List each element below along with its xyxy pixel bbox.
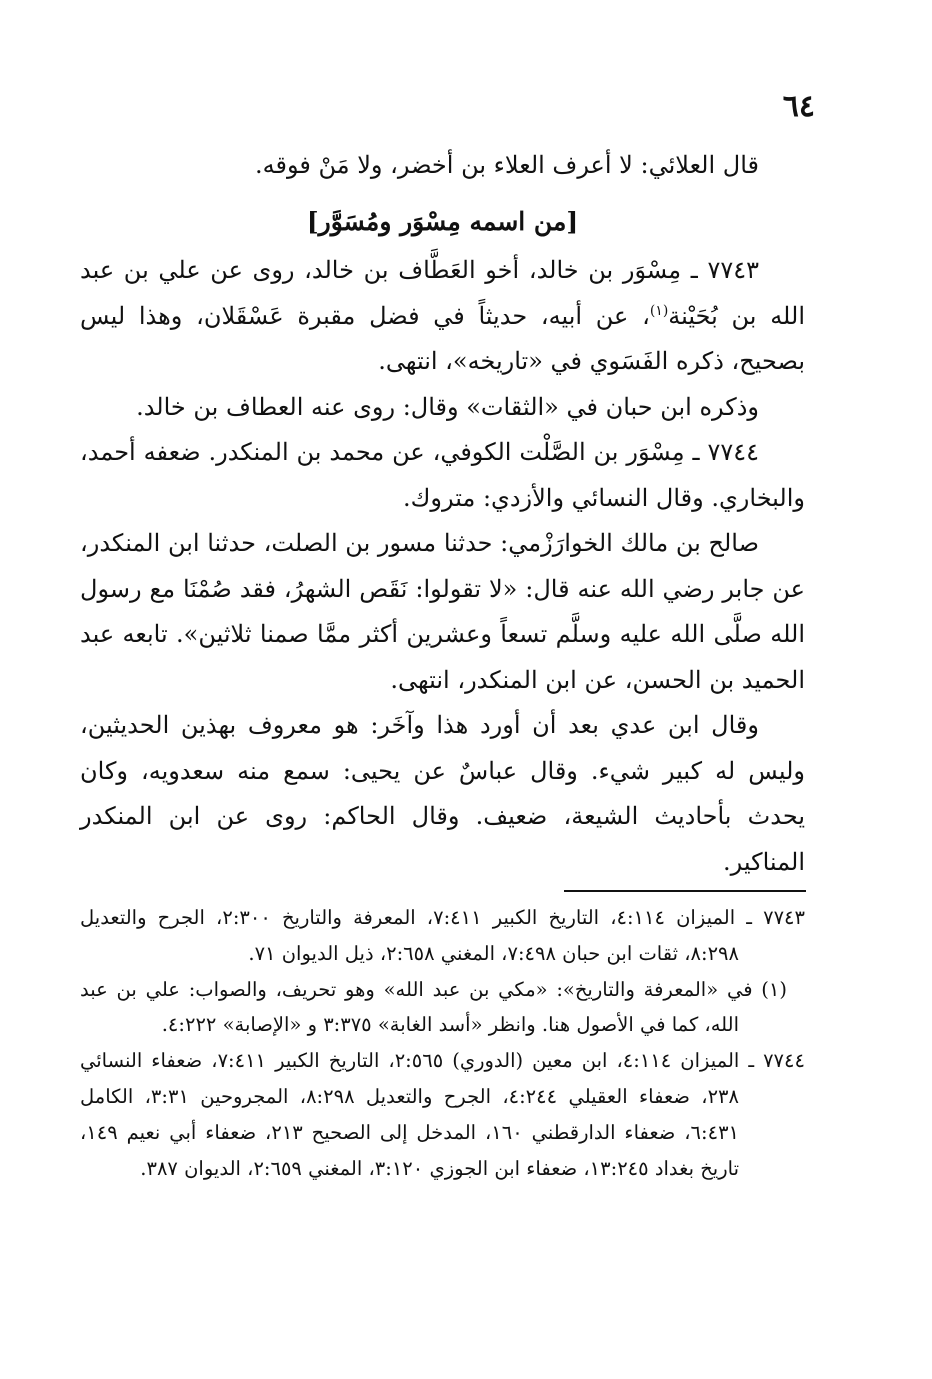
footnotes xyxy=(80,900,805,1186)
paragraph-alalai: قال العلائي: لا أعرف العلاء بن أخضر، ولا مَنْ فوقه. xyxy=(255,151,759,179)
paragraph-ibn-hibban: وذكره ابن حبان في «الثقات» وقال: روى عنه العطاف بن خالد. xyxy=(136,392,759,421)
entry-7744: ٧٧٤٤ ـ مِسْوَر بن الصَّلْت الكوفي، عن محمد بن المنكدر. ضعفه أحمد، والبخاري. وقال النسائي والأزدي: متروك. xyxy=(80,438,805,512)
entry-7743 xyxy=(80,248,805,385)
paragraph-hadith: صالح بن مالك الخوارَزْمي: حدثنا مسور بن الصلت، حدثنا ابن المنكدر، عن جابر رضي الله عنه قال: «لا تقولوا: نَقَص الشهرُ، فقد صُمْنَا مع رسول الله صلَّى الله عليه وسلَّم تسعاً وعشرين أكثر ممَّا صمنا ثلاثين». تابعه عبد الحميد بن الحسن، عن ابن المنكدر، انتهى. xyxy=(80,529,805,694)
entry-7743-text: ٧٧٤٣ ـ مِسْوَر بن خالد، أخو العَطَّاف بن خالد، روى عن علي بن عبد الله بن بُحَيْنة xyxy=(80,256,805,330)
footnote-7744-sources: ٧٧٤٤ ـ الميزان ٤:١١٤، ابن معين (الدوري) ٢:٥٦٥، التاريخ الكبير ٧:٤١١، ضعفاء النسائي ٢٣٨، ضعفاء العقيلي ٤:٢٤٤، الجرح والتعديل ٨:٢٩٨، المجروحين ٣:٣١، الكامل ٦:٤٣١، ضعفاء الدارقطني ١٦٠، المدخل إلى الصحيح ٢١٣، ضعفاء أبي نعيم ١٤٩، تاريخ بغداد ١٣:٢٤٥، ضعفاء ابن الجوزي ٣:١٢٠، المغني ٢:٦٥٩، الديوان ٣٨٧. xyxy=(80,1049,805,1180)
section-heading: [من اسمه مِسْوَر ومُسَوَّر] xyxy=(306,206,579,236)
main-text xyxy=(80,143,805,885)
footnote-marker: (١) xyxy=(649,302,669,319)
footnote-1: (١) في «المعرفة والتاريخ»: «مكي بن عبد الله» وهو تحريف، والصواب: علي بن عبد الله، كما في الأصول هنا. وانظر «أسد الغابة» ٣:٣٧٥ و «الإصابة» ٤:٢٢٢. xyxy=(80,977,787,1037)
footnote-divider xyxy=(564,890,806,892)
paragraph-ibn-adi: وقال ابن عدي بعد أن أورد هذا وآخَر: هو معروف بهذين الحديثين، وليس له كبير شيء. وقال عباسٌ عن يحيى: سمع منه سعدويه، وكان يحدث بأحاديث الشيعة، ضعيف. وقال الحاكم: روى عن ابن المنكدر المناكير. xyxy=(80,711,805,876)
entry-7743-text-continued: ، عن أبيه، حديثاً في فضل مقبرة عَسْقَلان، وهذا ليس بصحيح، ذكره الفَسَوي في «تاريخه»، انتهى. xyxy=(80,301,805,375)
footnote-7743-sources: ٧٧٤٣ ـ الميزان ٤:١١٤، التاريخ الكبير ٧:٤١١، المعرفة والتاريخ ٢:٣٠٠، الجرح والتعديل ٨:٢٩٨، ثقات ابن حبان ٧:٤٩٨، المغني ٢:٦٥٨، ذيل الديوان ٧١. xyxy=(80,906,805,965)
page-number: ٦٤ xyxy=(782,89,815,124)
